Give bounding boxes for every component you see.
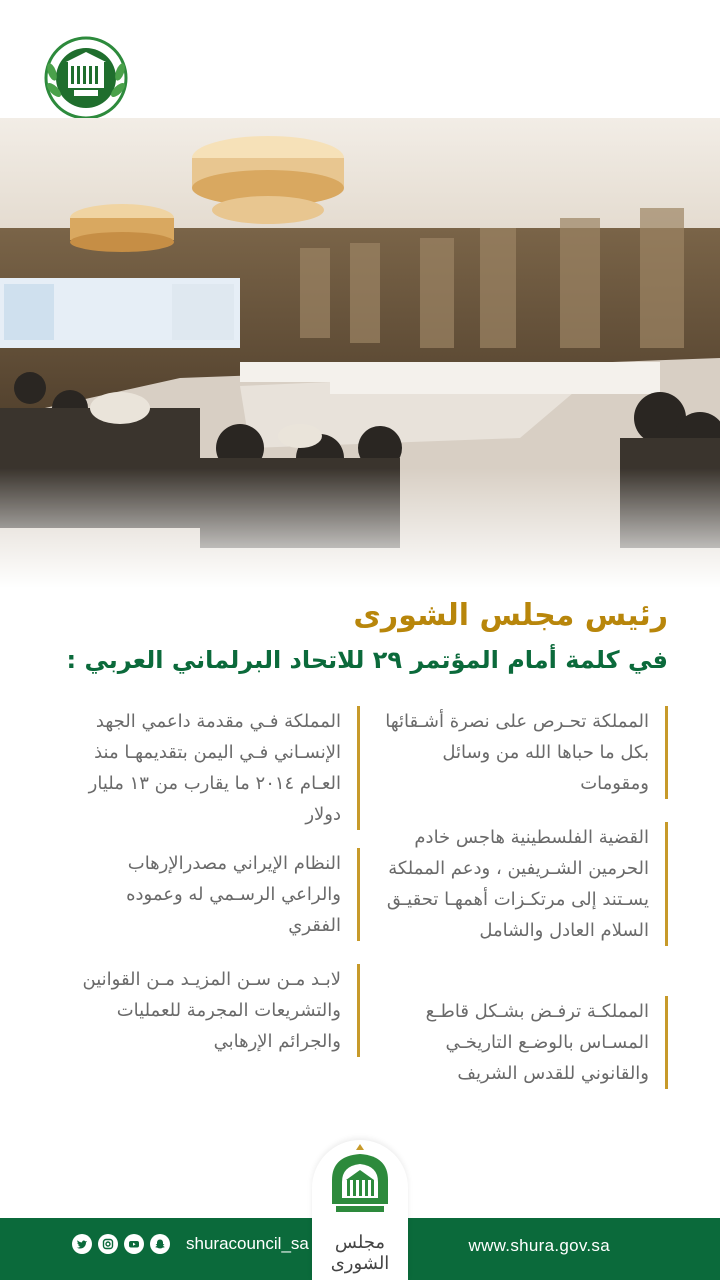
- twitter-icon[interactable]: [72, 1234, 92, 1254]
- instagram-icon[interactable]: [98, 1234, 118, 1254]
- headline-subtitle: في كلمة أمام المؤتمر ٢٩ للاتحاد البرلماني العربي :: [66, 646, 668, 674]
- badge-label: مجلس الشورى: [330, 1232, 390, 1274]
- conference-photo: [0, 118, 720, 588]
- point-right-1: المملكة تحـرص على نصرة أشـقائها بكل ما حباها الله من وسائل ومقومات: [378, 706, 668, 799]
- point-left-3: لابـد مـن سـن المزيـد مـن القوانين والتشريعات المجرمة للعمليات والجرائم الإرهابي: [70, 964, 360, 1057]
- youtube-icon[interactable]: [124, 1234, 144, 1254]
- social-handle[interactable]: shuracouncil_sa: [186, 1234, 309, 1253]
- point-left-1: المملكة فـي مقدمة داعمي الجهد الإنسـاني فـي اليمن بتقديمهـا منذ العـام ٢٠١٤ ما يقارب من ١٣ مليار دولار: [70, 706, 360, 830]
- shura-emblem-icon: [312, 1140, 408, 1230]
- headline-title: رئيس مجلس الشورى: [353, 598, 668, 633]
- point-left-2: النظام الإيراني مصدرالإرهاب والراعي الرسـمي له وعموده الفقري: [70, 848, 360, 941]
- shura-badge: [312, 1140, 408, 1280]
- point-right-2: القضية الفلسطينية هاجس خادم الحرمين الشـريفين ، ودعم المملكة يسـتند إلى مرتكـزات أهمهـا تحقيـق السلام العادل والشامل: [378, 822, 668, 946]
- union-emblem-icon: [40, 32, 132, 124]
- snapchat-icon[interactable]: [150, 1234, 170, 1254]
- point-right-3: المملكـة ترفـض بشـكل قاطـع المسـاس بالوضـع التاريخـي والقانوني للقدس الشريف: [378, 996, 668, 1089]
- social-links: [72, 1234, 309, 1254]
- union-logo: [40, 32, 132, 124]
- photo-fade-overlay: [0, 468, 720, 588]
- website-link[interactable]: www.shura.gov.sa: [468, 1236, 610, 1255]
